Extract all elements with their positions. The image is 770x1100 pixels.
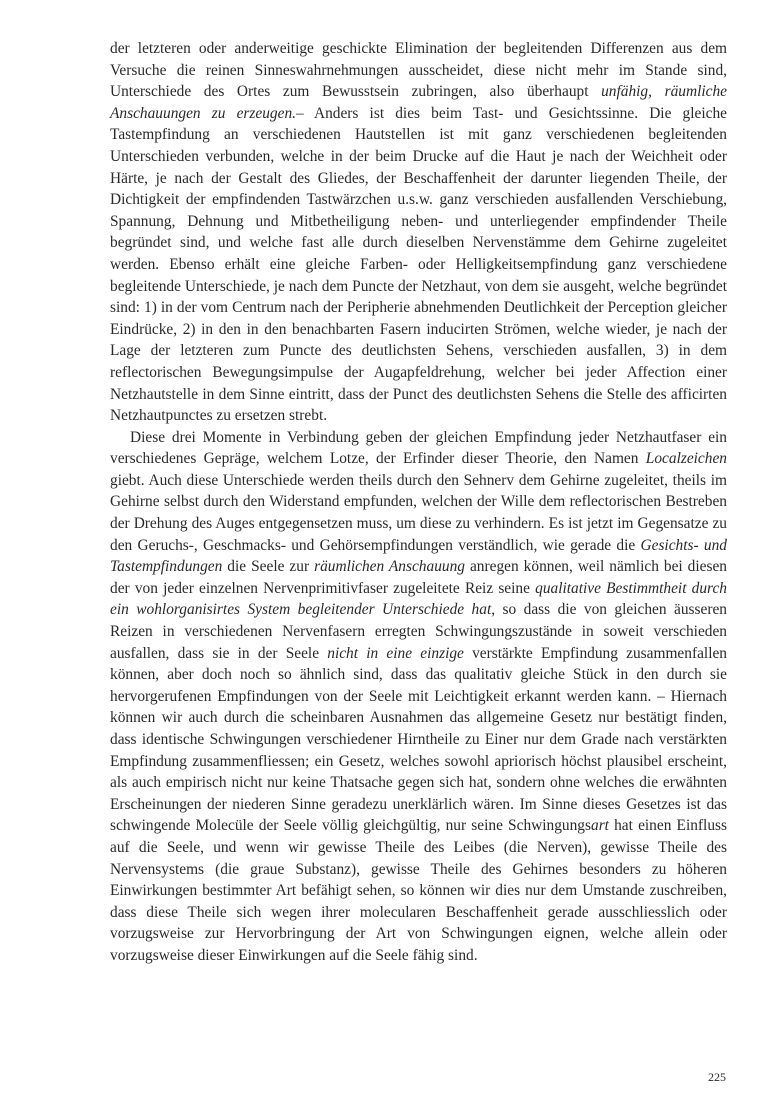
text-run: die Seele zur <box>222 558 315 576</box>
italic-run: räumlichen Anschauung <box>314 558 465 576</box>
body-text <box>110 38 727 967</box>
italic-run: art <box>591 817 609 835</box>
text-run: anregen können, weil nämlich bei diesen der von jeder einzelnen Nervenprimitivfaser zugeleitete Reiz seine <box>110 558 727 597</box>
italic-run: unfähig, räumliche Anschauungen zu erzeugen. <box>110 83 727 122</box>
text-run: der letzteren oder anderweitige geschickte Elimination der begleitenden Differenzen aus dem Versuche die reinen Sinneswahrnehmungen ausscheidet, diese nicht mehr im Stande sind, Unterschiede des Ortes zum Bewusstsein zubringen, also überhaupt <box>110 40 727 101</box>
text-run: giebt. Auch diese Unterschiede werden theils durch den Sehnerv dem Gehirne zugeleitet, theils im Gehirne selbst durch den Widerstand empfunden, welchen der Wille dem reflectorischen Bestreben der Drehung des Auges entgegensetzen muss, um diese zu verhindern. Es ist jetzt im Gegensatze zu den Geruchs-, Geschmacks- und Gehörsempfindungen verständlich, wie gerade die <box>110 471 727 554</box>
paragraph <box>110 427 727 967</box>
text-run: – Anders ist dies beim Tast- und Gesichtssinne. Die gleiche Tastempfindung an verschiedenen Hautstellen ist mit ganz verschiedenen begleitenden Unterschieden verbunden, welche in der beim Drucke auf die Haut je nach der Weichheit oder Härte, je nach der Gestalt des Gliedes, der Beschaffenheit der darunter liegenden Theile, der Dichtigkeit der empfindenden Tastwärzchen u.s.w. ganz verschieden ausfallenden Verschiebung, Spannung, Dehnung und Mitbetheiligung neben- und unterliegender empfindender Theile begründet sind, und welche fast alle durch dieselben Nervenstämme dem Gehirne zugeleitet werden. Ebenso erhält eine gleiche Farben- oder Helligkeitsempfindung ganz verschiedene begleitende Unterschiede, je nach dem Puncte der Netzhaut, von dem sie ausgeht, welche begründet sind: 1) in der vom Centrum nach der Peripherie abnehmenden Deutlichkeit der Perception gleicher Eindrücke, 2) in den in den benachbarten Fasern inducirten Strömen, welche wieder, je nach der Lage der letzteren zum Puncte des deutlichsten Sehens, verschieden ausfallen, 3) in dem reflectorischen Bewegungsimpulse der Augapfeldrehung, welcher bei jeder Affection einer Netzhautstelle in dem Sinne eintritt, dass der Punct des deutlichsten Sehens die Stelle des afficirten Netzhautpunctes zu ersetzen strebt. <box>110 104 727 425</box>
page-number: 225 <box>708 1070 726 1084</box>
paragraph <box>110 38 727 427</box>
text-run: verstärkte Empfindung zusammenfallen können, aber doch noch so ähnlich sind, dass das qualitativ gleiche Stück in den durch sie hervorgerufenen Empfindungen von der Seele mit Leichtigkeit erkannt werden kann. – Hiernach können wir auch durch die scheinbaren Ausnahmen das allgemeine Gesetz nur bestätigt finden, dass identische Schwingungen verschiedener Hirntheile zu Einer nur dem Grade nach verstärkten Empfindung zusammenfliessen; ein Gesetz, welches sowohl apriorisch höchst plausibel erscheint, als auch empirisch nicht nur keine Thatsache gegen sich hat, sondern ohne welches die erwähnten Erscheinungen der niederen Sinne geradezu unerklärlich wären. Im Sinne dieses Gesetzes ist das schwingende Molecüle der Seele völlig gleichgültig, nur seine Schwingungs <box>110 644 727 835</box>
text-run: , so dass die von gleichen äusseren Reizen in verschiedenen Nervenfasern erregten Schwingungszustände in soweit verschieden ausfallen, dass sie in der Seele <box>110 601 727 662</box>
italic-run: nicht in eine einzige <box>327 644 464 662</box>
italic-run: Gesichts- und Tastempfindungen <box>110 536 727 576</box>
italic-run: qualitative Bestimmtheit durch ein wohlorganisirtes System begleitender Unterschiede hat <box>110 579 727 619</box>
text-run: hat einen Einfluss auf die Seele, und wenn wir gewisse Theile des Leibes (die Nerven), gewisse Theile des Nervensystems (die graue Substanz), gewisse Theile des Gehirnes besonders zu höheren Einwirkungen bestimmter Art befähigt sehen, so können wir dies nur dem Umstande zuschreiben, dass diese Theile sich wegen ihrer molecularen Beschaffenheit gerade ausschliesslich oder vorzugsweise zur Hervorbringung der Art von Schwingungen eignen, welche allein oder vorzugsweise dieser Einwirkungen auf die Seele fähig sind. <box>110 817 727 964</box>
italic-run: Localzeichen <box>645 450 727 468</box>
text-run: Diese drei Momente in Verbindung geben der gleichen Empfindung jeder Netzhautfaser ein verschiedenes Gepräge, welchem Lotze, der Erfinder dieser Theorie, den Namen <box>110 428 727 468</box>
